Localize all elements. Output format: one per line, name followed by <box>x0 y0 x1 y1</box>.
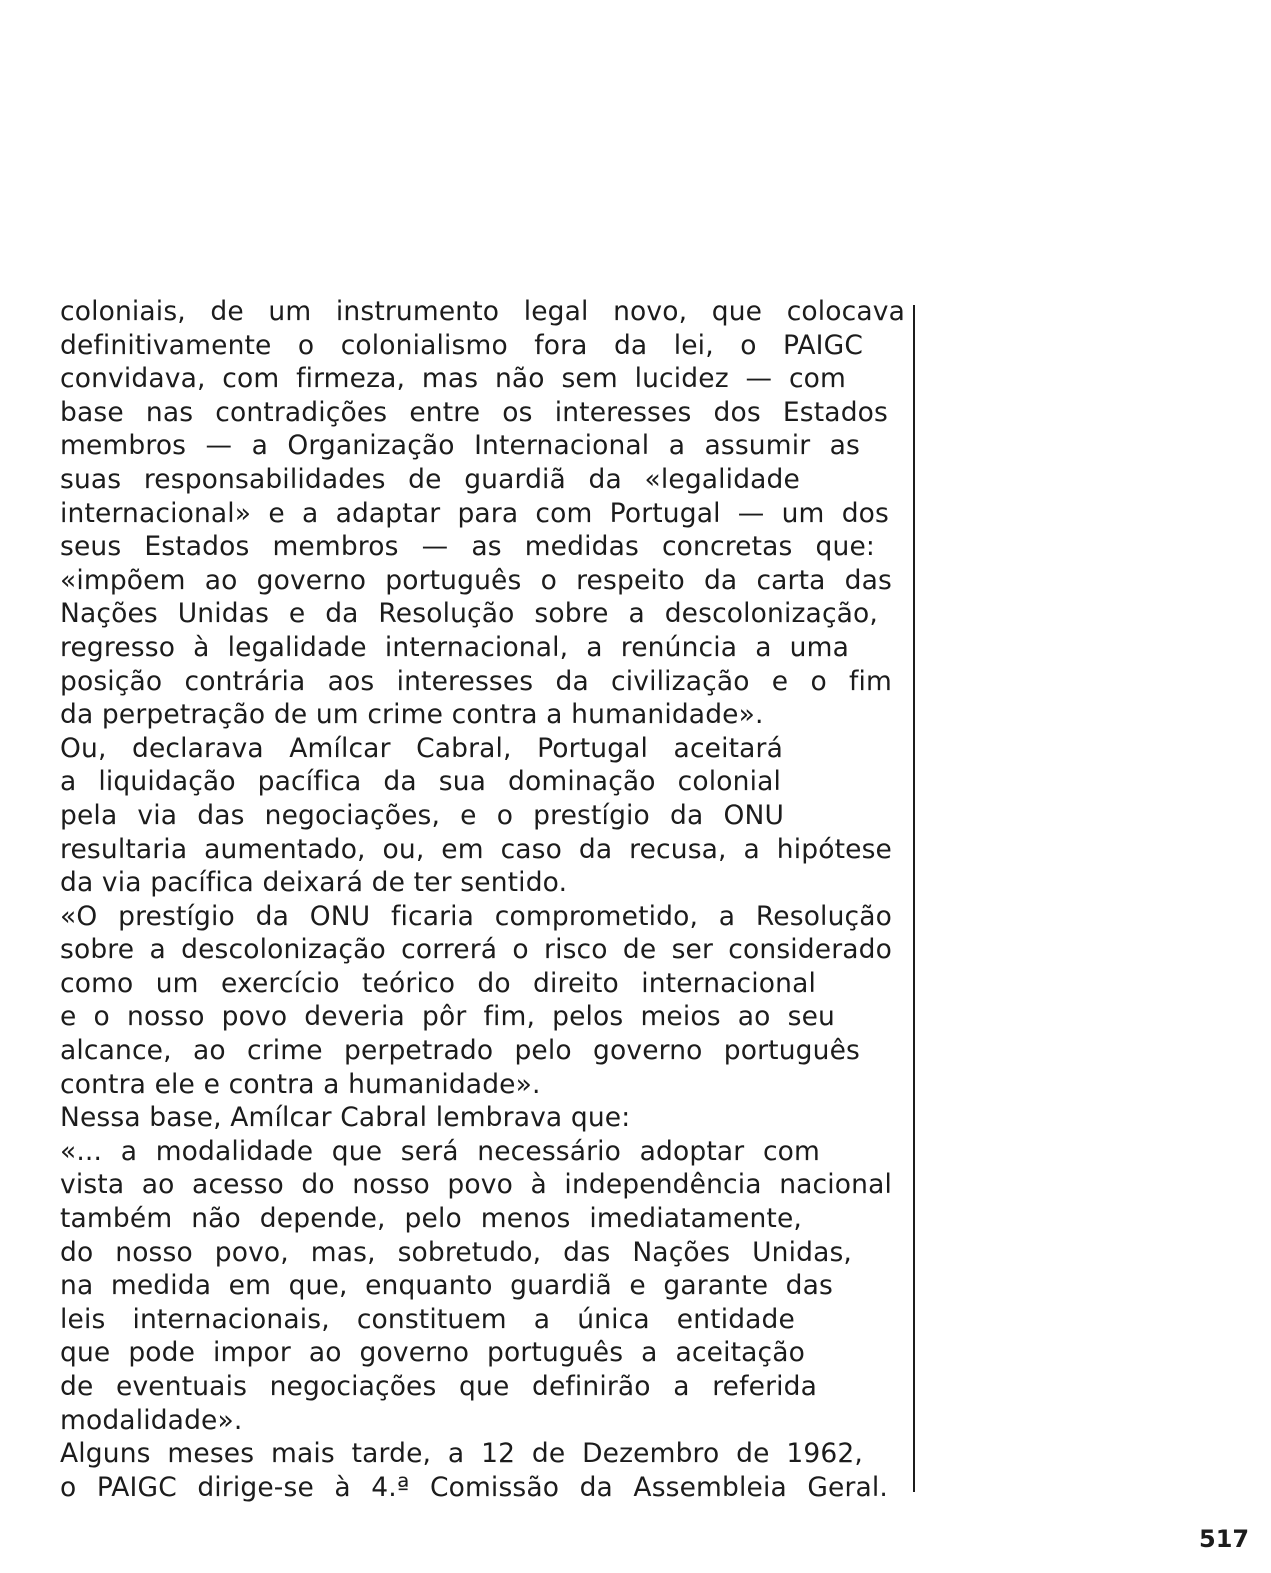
text-line: Alguns meses mais tarde, a 12 de Dezembro de 1962, <box>60 1438 863 1470</box>
text-line: Nessa base, Amílcar Cabral lembrava que: <box>60 1102 631 1134</box>
text-line: sobre a descolonização correrá o risco de ser considerado <box>60 934 892 966</box>
text-line: vista ao acesso do nosso povo à independência nacional <box>60 1169 892 1201</box>
text-line: Nações Unidas e da Resolução sobre a descolonização, <box>60 598 878 630</box>
text-line: base nas contradições entre os interesses dos Estados <box>60 396 888 428</box>
text-line: Ou, declarava Amílcar Cabral, Portugal aceitará <box>60 732 783 764</box>
text-line: resultaria aumentado, ou, em caso da recusa, a hipótese <box>60 833 892 865</box>
text-line: internacional» e a adaptar para com Portugal — um dos <box>60 497 889 529</box>
text-line: posição contrária aos interesses da civilização e o fim <box>60 665 892 697</box>
text-line: convidava, com firmeza, mas não sem lucidez — com <box>60 363 846 395</box>
text-line: suas responsabilidades de guardiã da «legalidade <box>60 463 800 495</box>
text-line: da perpetração de um crime contra a humanidade». <box>60 699 764 731</box>
text-line: alcance, ao crime perpetrado pelo governo português <box>60 1035 860 1067</box>
text-line: também não depende, pelo menos imediatamente, <box>60 1203 802 1235</box>
margin-rule <box>913 305 915 1492</box>
text-line: da via pacífica deixará de ter sentido. <box>60 867 568 899</box>
text-line: que pode impor ao governo português a aceitação <box>60 1337 805 1369</box>
text-line: do nosso povo, mas, sobretudo, das Nações Unidas, <box>60 1236 852 1268</box>
text-line: «impõem ao governo português o respeito da carta das <box>60 564 892 596</box>
text-line: regresso à legalidade internacional, a renúncia a uma <box>60 631 849 663</box>
text-line: «... a modalidade que será necessário adoptar com <box>60 1135 820 1167</box>
text-line: leis internacionais, constituem a única entidade <box>60 1303 795 1335</box>
text-line: a liquidação pacífica da sua dominação colonial <box>60 766 781 798</box>
text-line: na medida em que, enquanto guardiã e garante das <box>60 1270 833 1302</box>
text-line: «O prestígio da ONU ficaria comprometido, a Resolução <box>60 900 892 932</box>
text-line: e o nosso povo deveria pôr fim, pelos meios ao seu <box>60 1001 835 1033</box>
text-line: coloniais, de um instrumento legal novo, que colocava <box>60 296 905 327</box>
text-line: modalidade». <box>60 1404 243 1436</box>
text-line: definitivamente o colonialismo fora da lei, o PAIGC <box>60 329 863 361</box>
page-number: 517 <box>1199 1525 1250 1553</box>
text-line: como um exercício teórico do direito internacional <box>60 967 816 999</box>
body-text <box>60 295 905 1504</box>
text-line: pela via das negociações, e o prestígio da ONU <box>60 799 784 831</box>
text-line: membros — a Organização Internacional a assumir as <box>60 430 860 462</box>
text-line: contra ele e contra a humanidade». <box>60 1068 541 1100</box>
text-line: de eventuais negociações que definirão a referida <box>60 1371 817 1402</box>
text-line: o PAIGC dirige-se à 4.ª Comissão da Assembleia Geral. <box>60 1471 888 1503</box>
text-line: seus Estados membros — as medidas concretas que: <box>60 531 875 563</box>
